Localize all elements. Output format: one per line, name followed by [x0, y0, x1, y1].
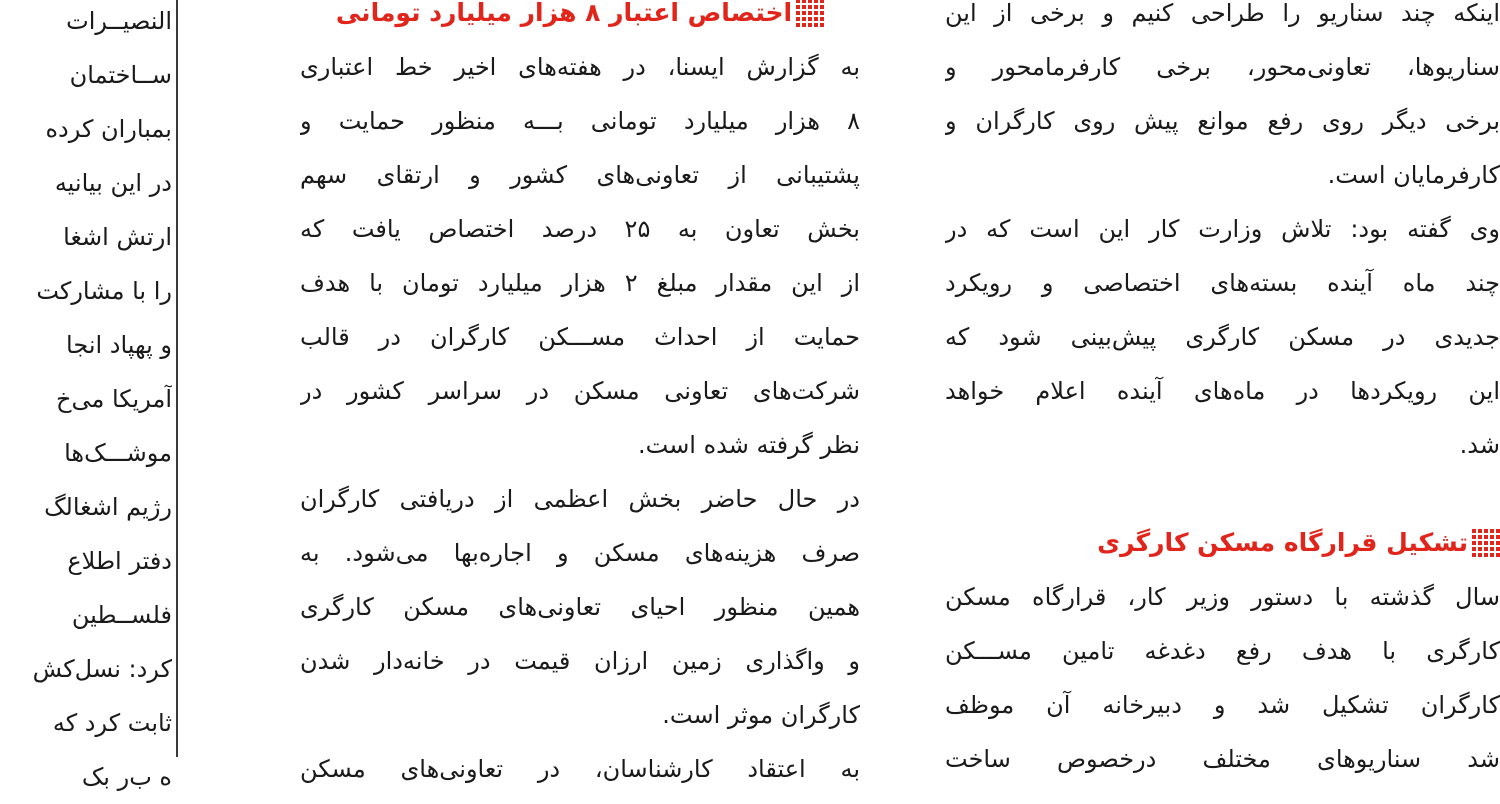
paragraph-middle-3: [300, 742, 860, 796]
text-line: و واگذاری زمین ارزان قیمت در خانه‌دار شدن: [300, 647, 860, 675]
text-line: ســاختمان: [69, 61, 172, 89]
article-column-left: [0, 0, 172, 804]
text-line: ۸ هزار میلیارد تومانی بـــه منظور حمایت و: [300, 107, 860, 135]
text-line: و پهپاد انجا: [66, 331, 172, 359]
text-line: نظر گرفته شده است.: [638, 431, 860, 459]
text-line: را با مشارکت: [36, 277, 172, 305]
text-line: کارگری با هدف رفع دغدغه تامین مســـکن: [945, 637, 1500, 665]
text-line: النصیــرات: [66, 7, 172, 35]
paragraph-right-3: [945, 570, 1500, 786]
text-line: این رویکردها در ماه‌های آینده اعلام خواهد: [945, 377, 1500, 405]
text-line: در حال حاضر بخش اعظمی از دریافتی کارگران: [300, 485, 860, 513]
text-line: ارتش اشغا: [63, 223, 172, 251]
text-line: دفتر اطلاع‌: [67, 547, 172, 575]
dot-grid-icon: [1472, 529, 1500, 557]
text-line: کارگران تشکیل شد و دبیرخانه آن موظف: [945, 691, 1500, 719]
section-heading-housing-hq: [945, 516, 1500, 570]
paragraph-right-2: [945, 202, 1500, 472]
text-line: کارفرمایان است.: [1327, 161, 1500, 189]
text-line: سال گذشته با دستور وزیر کار، قرارگاه مسکن: [945, 583, 1500, 611]
text-line: بخش تعاون به ۲۵ درصد اختصاص یافت که: [300, 215, 860, 243]
article-column-right: [945, 0, 1500, 786]
text-line: وی گفته بود: تلاش وزارت کار این است که در: [945, 215, 1500, 243]
text-line: برخی دیگر روی رفع موانع پیش روی کارگران و: [945, 107, 1500, 135]
text-line: چند ماه آینده بسته‌های اختصاصی و رویکرد: [945, 269, 1500, 297]
heading-text: تشکیل قرارگاه مسکن کارگری: [1097, 528, 1468, 557]
paragraph-middle-2: [300, 472, 860, 742]
text-line: صرف هزینه‌های مسکن و اجاره‌بها می‌شود. به: [300, 539, 860, 567]
text-line: همین منظور احیای تعاونی‌های مسکن کارگری: [300, 593, 860, 621]
text-line: کارگران موثر است.: [662, 701, 860, 729]
text-line: جدیدی در مسکن کارگری پیش‌بینی شود که: [945, 323, 1500, 351]
paragraph-middle-1: [300, 40, 860, 472]
text-line: از این مقدار مبلغ ۲ هزار میلیارد تومان با هدف: [300, 269, 860, 297]
text-line: به اعتقاد کارشناسان، در تعاونی‌های مسکن: [300, 755, 860, 783]
text-line: به گزارش ایسنا، در هفته‌های اخیر خط اعتباری: [300, 53, 860, 81]
text-line: سناریوها، تعاونی‌محور، برخی کارفرمامحور و: [945, 53, 1500, 81]
text-line: ثابت کرد که: [52, 709, 172, 737]
text-line: موشـــک‌ها: [64, 439, 172, 467]
text-line: آمریکا می‌خ: [56, 385, 172, 413]
text-line: ه‌ ب‌ر بک‌: [81, 763, 172, 791]
text-line: در این بیانیه: [54, 169, 172, 197]
text-line: اینکه چند سناریو را طراحی کنیم و برخی از این: [945, 0, 1500, 27]
column-divider: [176, 0, 178, 757]
heading-text: اختصاص اعتبار ۸ هزار میلیارد تومانی: [335, 0, 793, 27]
text-line: رژیم اشغالگ: [44, 493, 172, 521]
section-heading-credit: [300, 0, 860, 40]
text-line: فلســطین: [71, 601, 172, 629]
text-line: حمایت از احداث مســـکن کارگران در قالب: [300, 323, 860, 351]
dot-grid-icon: [796, 0, 824, 27]
text-line: بمباران کرده: [45, 115, 172, 143]
text-line: شد.: [1459, 431, 1500, 459]
paragraph-right-1: [945, 0, 1500, 202]
text-line: پشتیبانی از تعاونی‌های کشور و ارتقای سهم: [300, 161, 860, 189]
text-line: کرد: نسل‌کش: [32, 655, 172, 683]
text-line: شد سناریوهای مختلف درخصوص ساخت: [945, 745, 1500, 773]
text-line: شرکت‌های تعاونی مسکن در سراسر کشور در: [300, 377, 860, 405]
article-column-middle: [300, 0, 860, 796]
